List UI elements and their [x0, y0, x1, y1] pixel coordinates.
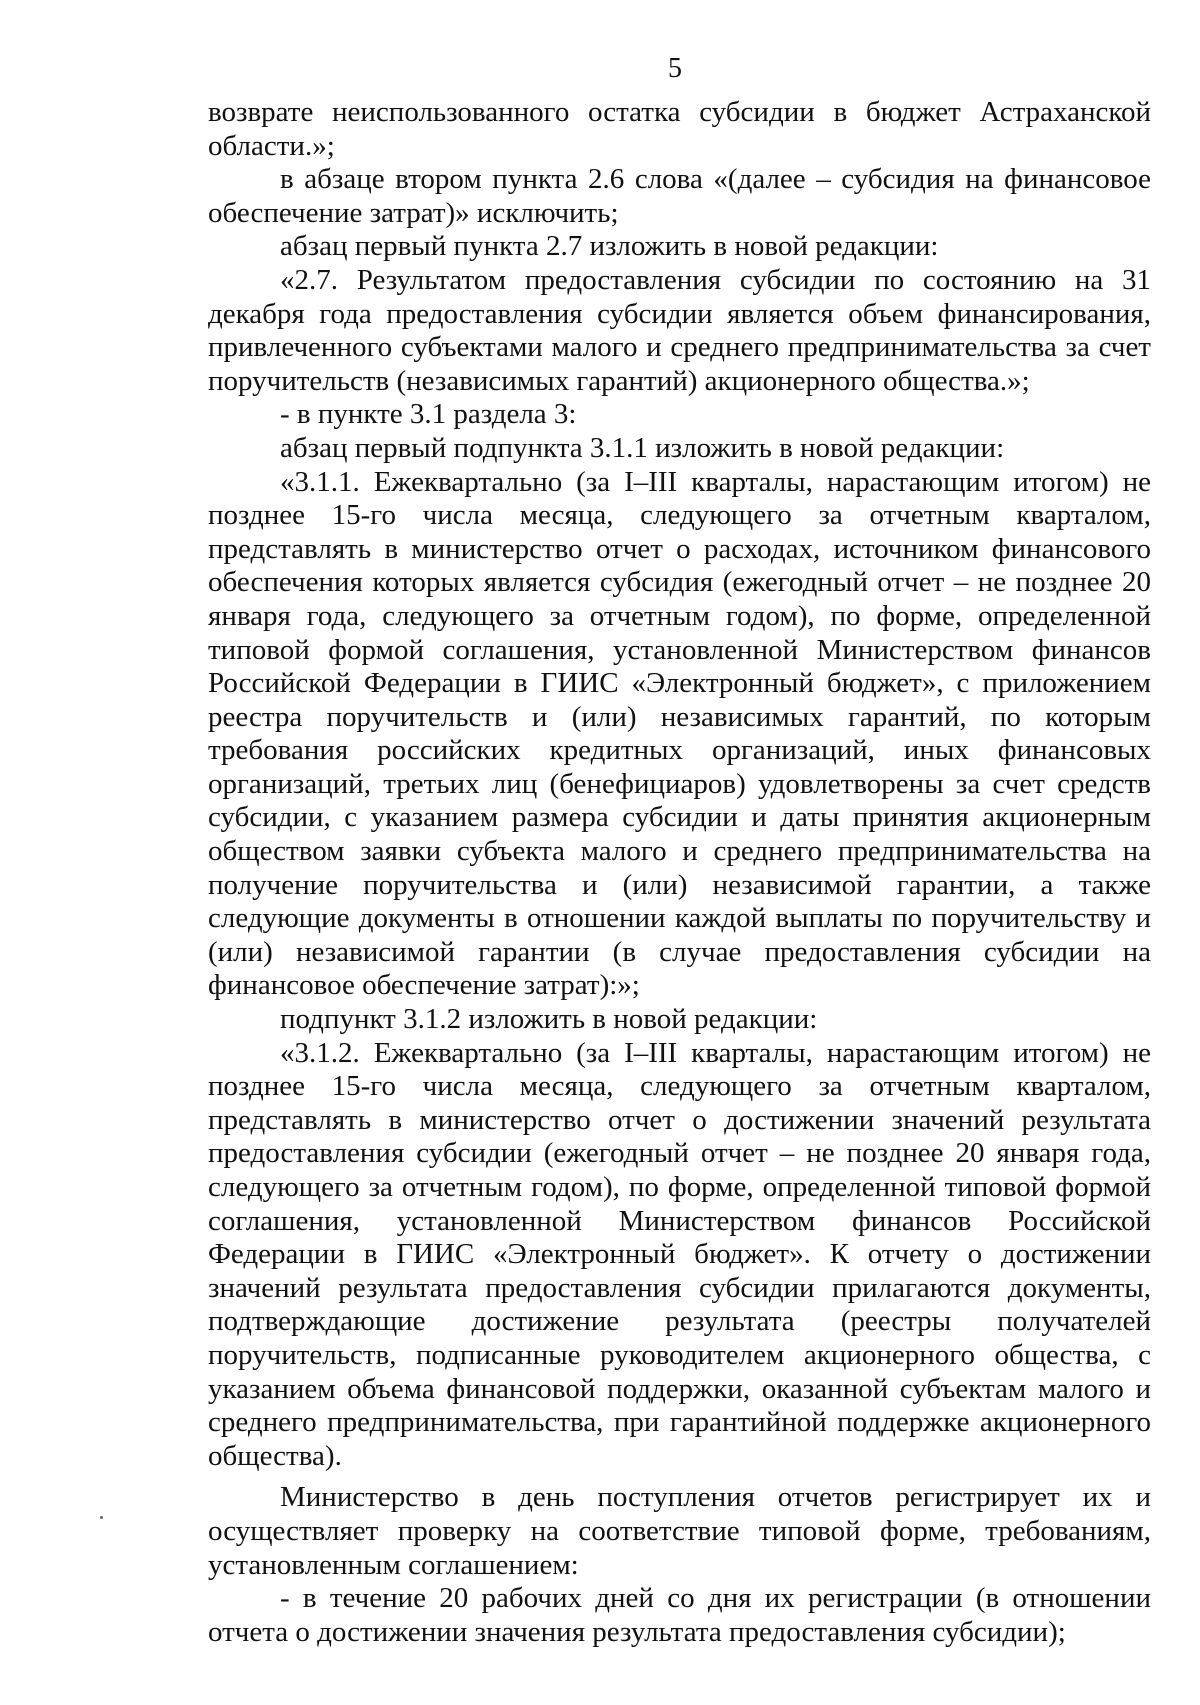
paragraph-amendment-2-7-intro: абзац первый пункта 2.7 изложить в новой редакции:	[280, 230, 939, 263]
page-number: 5	[668, 53, 682, 84]
paragraph-amendment-3-1-1-intro: абзац первый подпункта 3.1.1 изложить в новой редакции:	[280, 431, 1005, 464]
paragraph-continuation: возврате неиспользованного остатка субсидии в бюджет Астраханской области.»;	[208, 96, 1151, 162]
paragraph-amendment-3-1-2-intro: подпункт 3.1.2 изложить в новой редакции:	[280, 1003, 818, 1036]
paragraph-clause-3-1-1: «3.1.1. Ежеквартально (за I–III кварталы, нарастающим итогом) не позднее 15-го числа месяца, следующего за отчетным кварталом, представлять в министерство отчет о расходах, источником финансового обеспечения которых является субсидия (ежегодный отчет – не позднее 20 января года, следующего за отчетным годом), по форме, определенной типовой формой соглашения, установленной Министерством финансов Российской Федерации в ГИИС «Электронный бюджет», с приложением реестра поручительств и (или) независимых гарантий, по которым требования российских кредитных организаций, иных финансовых организаций, третьих лиц (бенефициаров) удовлетворены за счет средств субсидии, с указанием размера субсидии и даты принятия акционерным обществом заявки субъекта малого и среднего предпринимательства на получение поручительства и (или) независимой гарантии, а также следующие документы в отношении каждой выплаты по поручительству и (или) независимой гарантии (в случае предоставления субсидии на финансовое обеспечение затрат):»;	[208, 465, 1151, 1002]
paragraph-amendment-2-6: в абзаце втором пункта 2.6 слова «(далее – субсидия на финансовое обеспечение затрат)» исключить;	[208, 163, 1151, 229]
paragraph-clause-3-1-2: «3.1.2. Ежеквартально (за I–III кварталы, нарастающим итогом) не позднее 15-го числа месяца, следующего за отчетным кварталом, представлять в министерство отчет о достижении значений результата предоставления субсидии (ежегодный отчет – не позднее 20 января года, следующего за отчетным годом), по форме, определенной типовой формой соглашения, установленной Министерством финансов Российской Федерации в ГИИС «Электронный бюджет». К отчету о достижении значений результата предоставления субсидии прилагаются документы, подтверждающие достижение результата (реестры получателей поручительств, подписанные руководителем акционерного общества, с указанием объема финансовой поддержки, оказанной субъектам малого и среднего предпринимательства, при гарантийной поддержке акционерного общества).	[208, 1036, 1151, 1472]
paragraph-section-3-1: - в пункте 3.1 раздела 3:	[280, 398, 577, 431]
document-body	[208, 96, 1151, 1649]
paragraph-clause-2-7: «2.7. Результатом предоставления субсидии по состоянию на 31 декабря года предоставления субсидии является объем финансирования, привлеченного субъектами малого и среднего предпринимательства за счет поручительств (независимых гарантий) акционерного общества.»;	[208, 263, 1151, 397]
paragraph-deadline-item: - в течение 20 рабочих дней со дня их регистрации (в отношении отчета о достижении значения результата предоставления субсидии);	[208, 1582, 1151, 1648]
scan-speck	[100, 1516, 103, 1519]
paragraph-ministry-check: Министерство в день поступления отчетов регистрирует их и осуществляет проверку на соответствие типовой форме, требованиям, установленным соглашением:	[208, 1481, 1151, 1581]
